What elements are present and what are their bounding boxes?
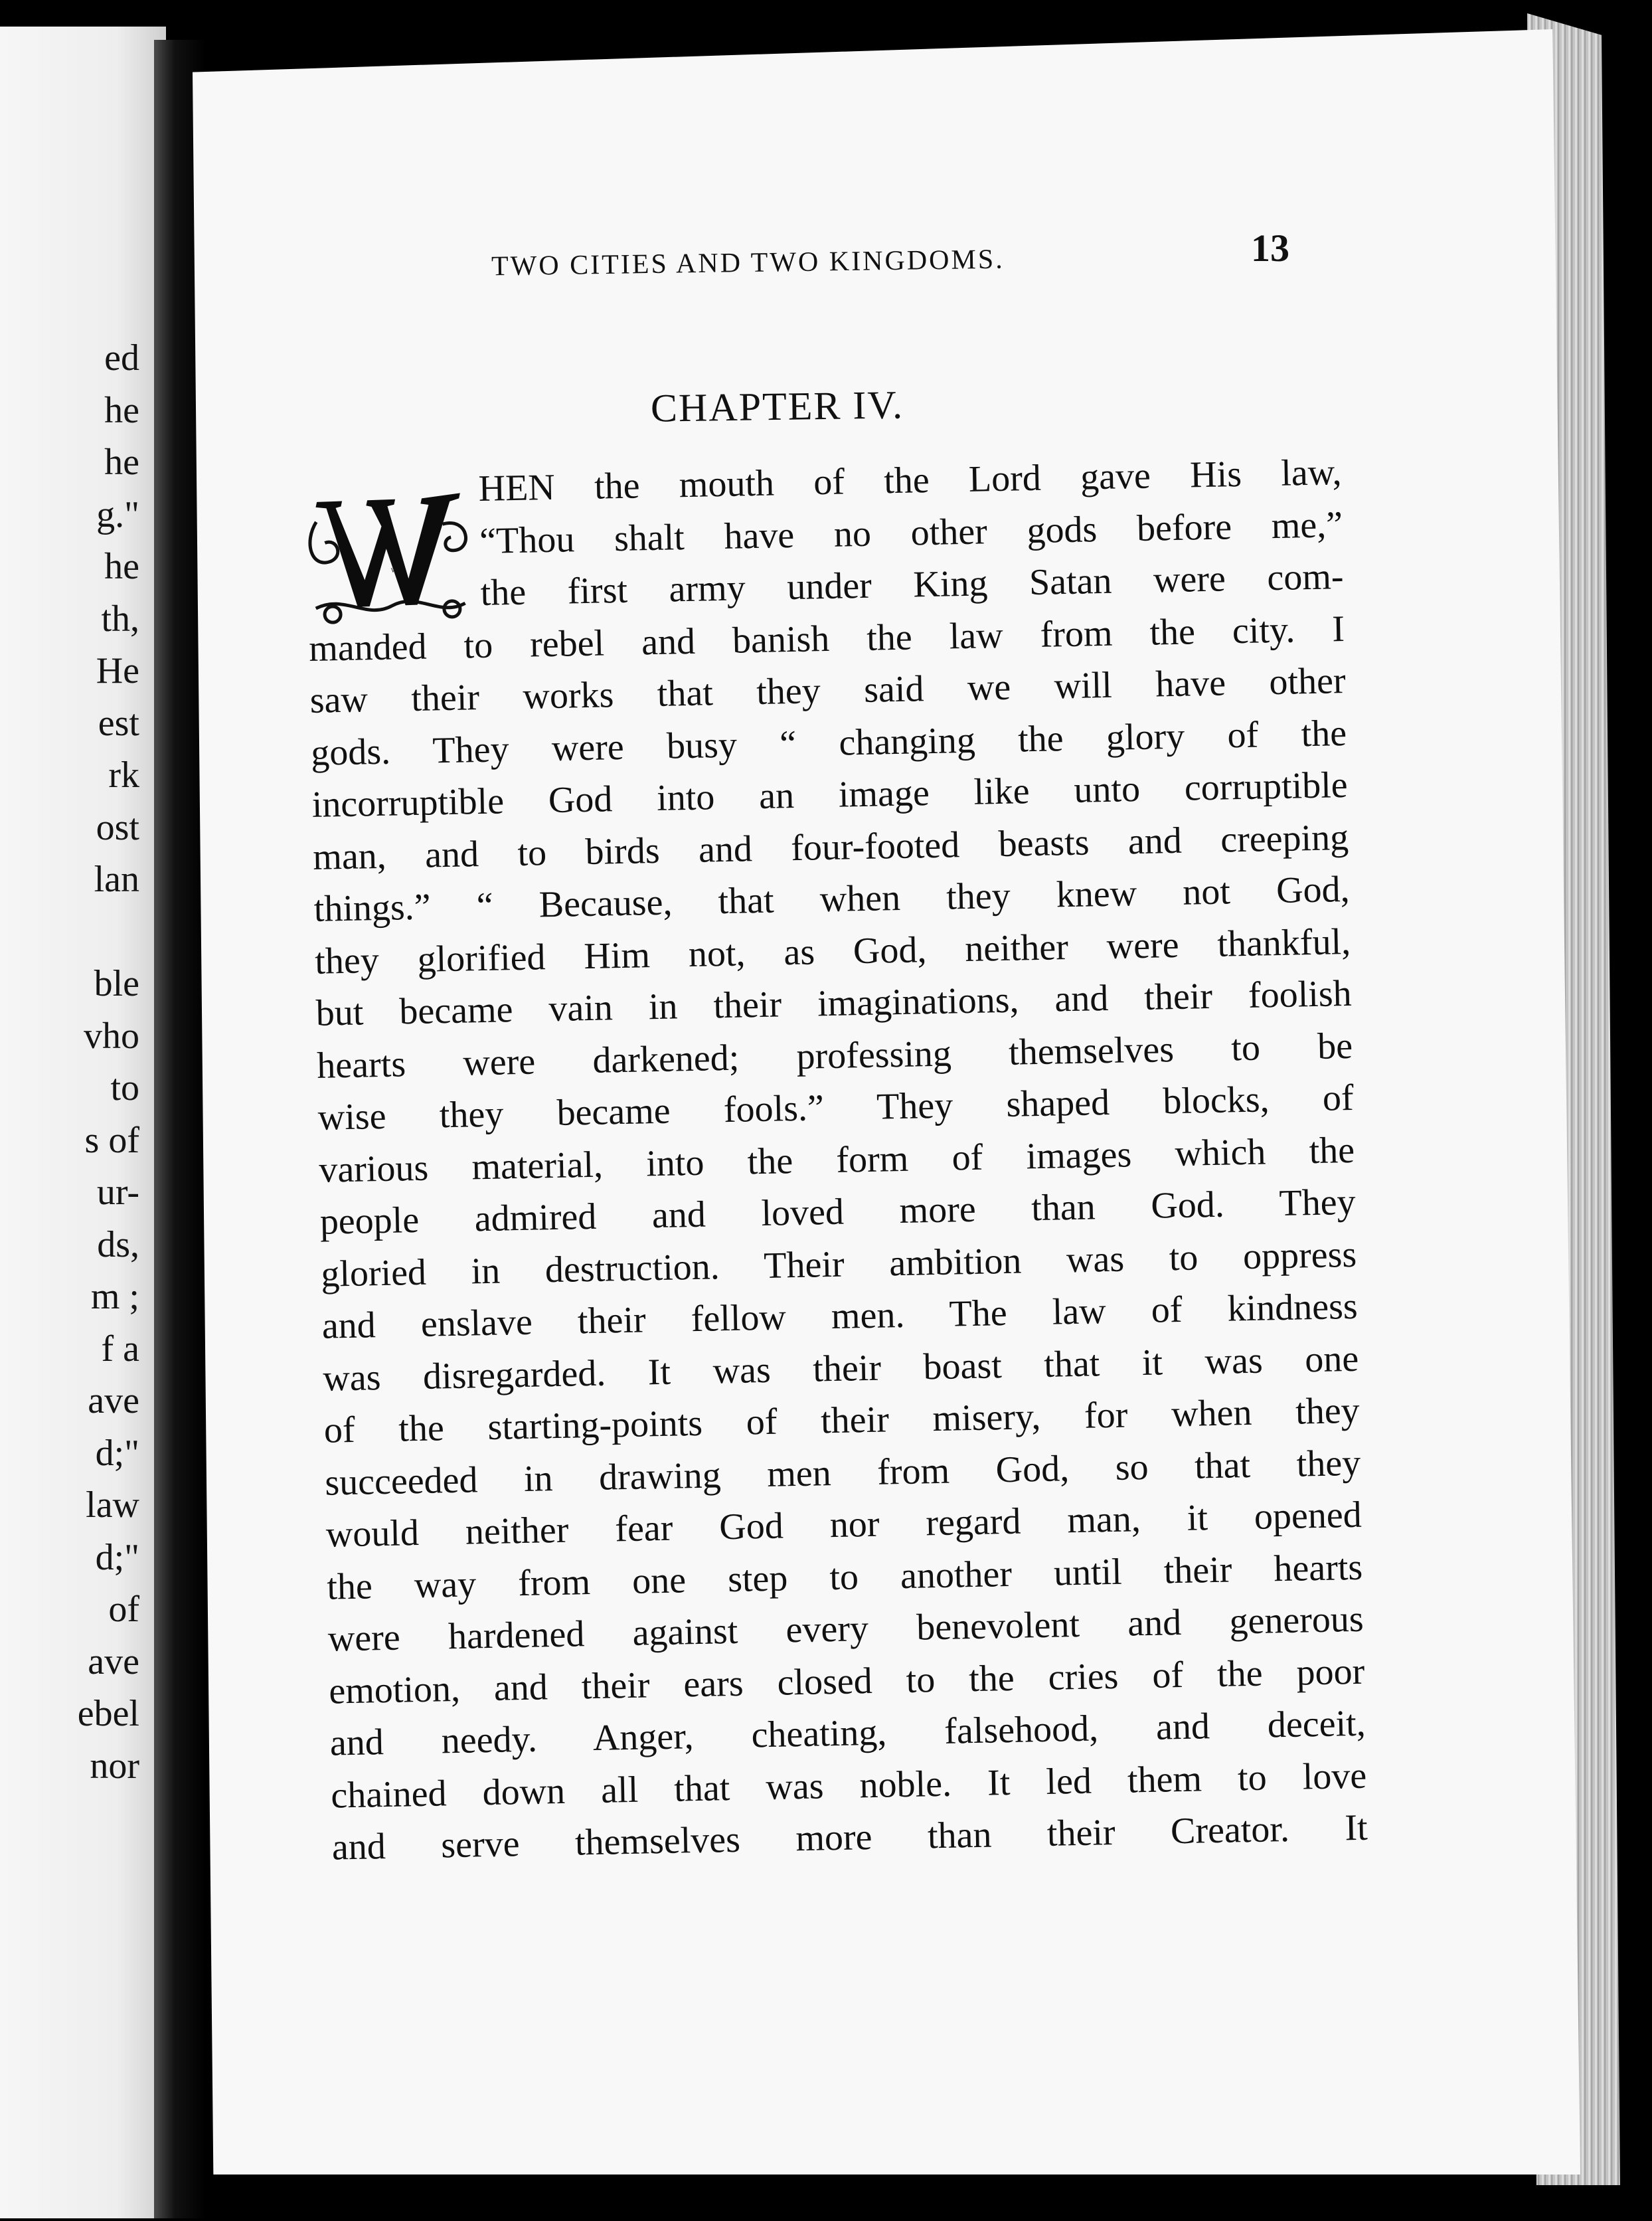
text-line: succeeded in drawing men from God, so that they [324,1442,1361,1504]
left-fragment: ave [88,1380,139,1421]
left-fragment: d;" [95,1536,139,1578]
left-fragment: He [96,650,139,691]
left-fragment: ble [94,963,139,1004]
text-line: of the starting-points of their misery, for when they [323,1389,1361,1451]
text-line: manded to rebel and banish the law from the city. I [308,608,1345,669]
left-fragment: est [98,702,139,744]
left-fragment: s of [84,1119,139,1161]
text-line: gloried in destruction. Their ambition was to oppress [320,1233,1357,1295]
left-fragment: nor [90,1745,139,1787]
text-line: the first army under King Satan were com- [480,556,1345,614]
text-line: saw their works that they said we will have other [309,660,1347,721]
left-fragment: law [86,1484,139,1526]
text-line: wise they became fools.” They shaped blocks, of [317,1077,1355,1138]
left-fragment: he [104,546,139,587]
page-number: 13 [1251,226,1289,270]
text-line: and needy. Anger, cheating, falsehood, and deceit, [329,1702,1366,1764]
text-line: they glorified Him not, as God, neither were thankful, [314,921,1351,982]
left-page-text-fragments [0,332,139,1792]
text-line: the way from one step to another until their hearts [326,1546,1363,1608]
text-line: “Thou shalt have no other gods before me,” [479,503,1343,562]
left-fragment-gap [0,906,139,958]
left-fragment: d;" [95,1432,139,1474]
text-line: would neither fear God nor regard man, it opened [325,1494,1363,1555]
left-fragment: ds, [97,1223,139,1265]
left-fragment: ur- [96,1172,139,1213]
text-line: was disregarded. It was their boast that it was one [322,1338,1359,1399]
running-head: TWO CITIES AND TWO KINGDOMS. [491,244,1005,282]
left-fragment: rk [108,755,139,796]
text-line: gods. They were busy “ changing the glory of the [310,712,1347,774]
left-fragment: ave [88,1641,139,1682]
text-line: incorruptible God into an image like unto corruptible [311,764,1349,826]
text-line: man, and to birds and four-footed beasts and creeping [312,816,1349,878]
text-line: emotion, and their ears closed to the cries of the poor [328,1650,1365,1712]
text-line: various material, into the form of images which the [318,1129,1355,1191]
left-fragment: f a [101,1328,139,1370]
text-line: and serve themselves more than their Creator. It [331,1807,1368,1868]
left-fragment: ebel [77,1693,139,1734]
text-line: chained down all that was noble. It led them to love [330,1755,1367,1817]
chapter-body [305,446,1368,1874]
left-fragment: ed [104,337,139,379]
left-fragment: vho [84,1015,139,1057]
drop-cap-letter: W [390,567,398,575]
left-fragment: g." [96,493,139,535]
left-fragment: to [110,1067,139,1109]
chapter-title: CHAPTER IV. [650,383,904,430]
left-fragment: of [108,1589,139,1630]
left-fragment: m ; [90,1276,139,1317]
text-line: HEN the mouth of the Lord gave His law, [478,452,1343,509]
left-fragment: he [104,389,139,431]
text-line: but became vain in their imaginations, and their foolish [315,972,1353,1034]
text-line: were hardened against every benevolent and generous [327,1598,1364,1660]
left-fragment: he [104,442,139,483]
text-line: and enslave their fellow men. The law of kindness [321,1285,1359,1347]
left-fragment: th, [101,598,139,640]
text-line: things.” “ Because, that when they knew not God, [313,868,1351,930]
left-fragment: ost [96,806,139,848]
text-line: hearts were darkened; professing themselves to be [316,1025,1353,1087]
text-line: people admired and loved more than God. They [319,1181,1357,1243]
left-fragment: lan [94,859,139,900]
